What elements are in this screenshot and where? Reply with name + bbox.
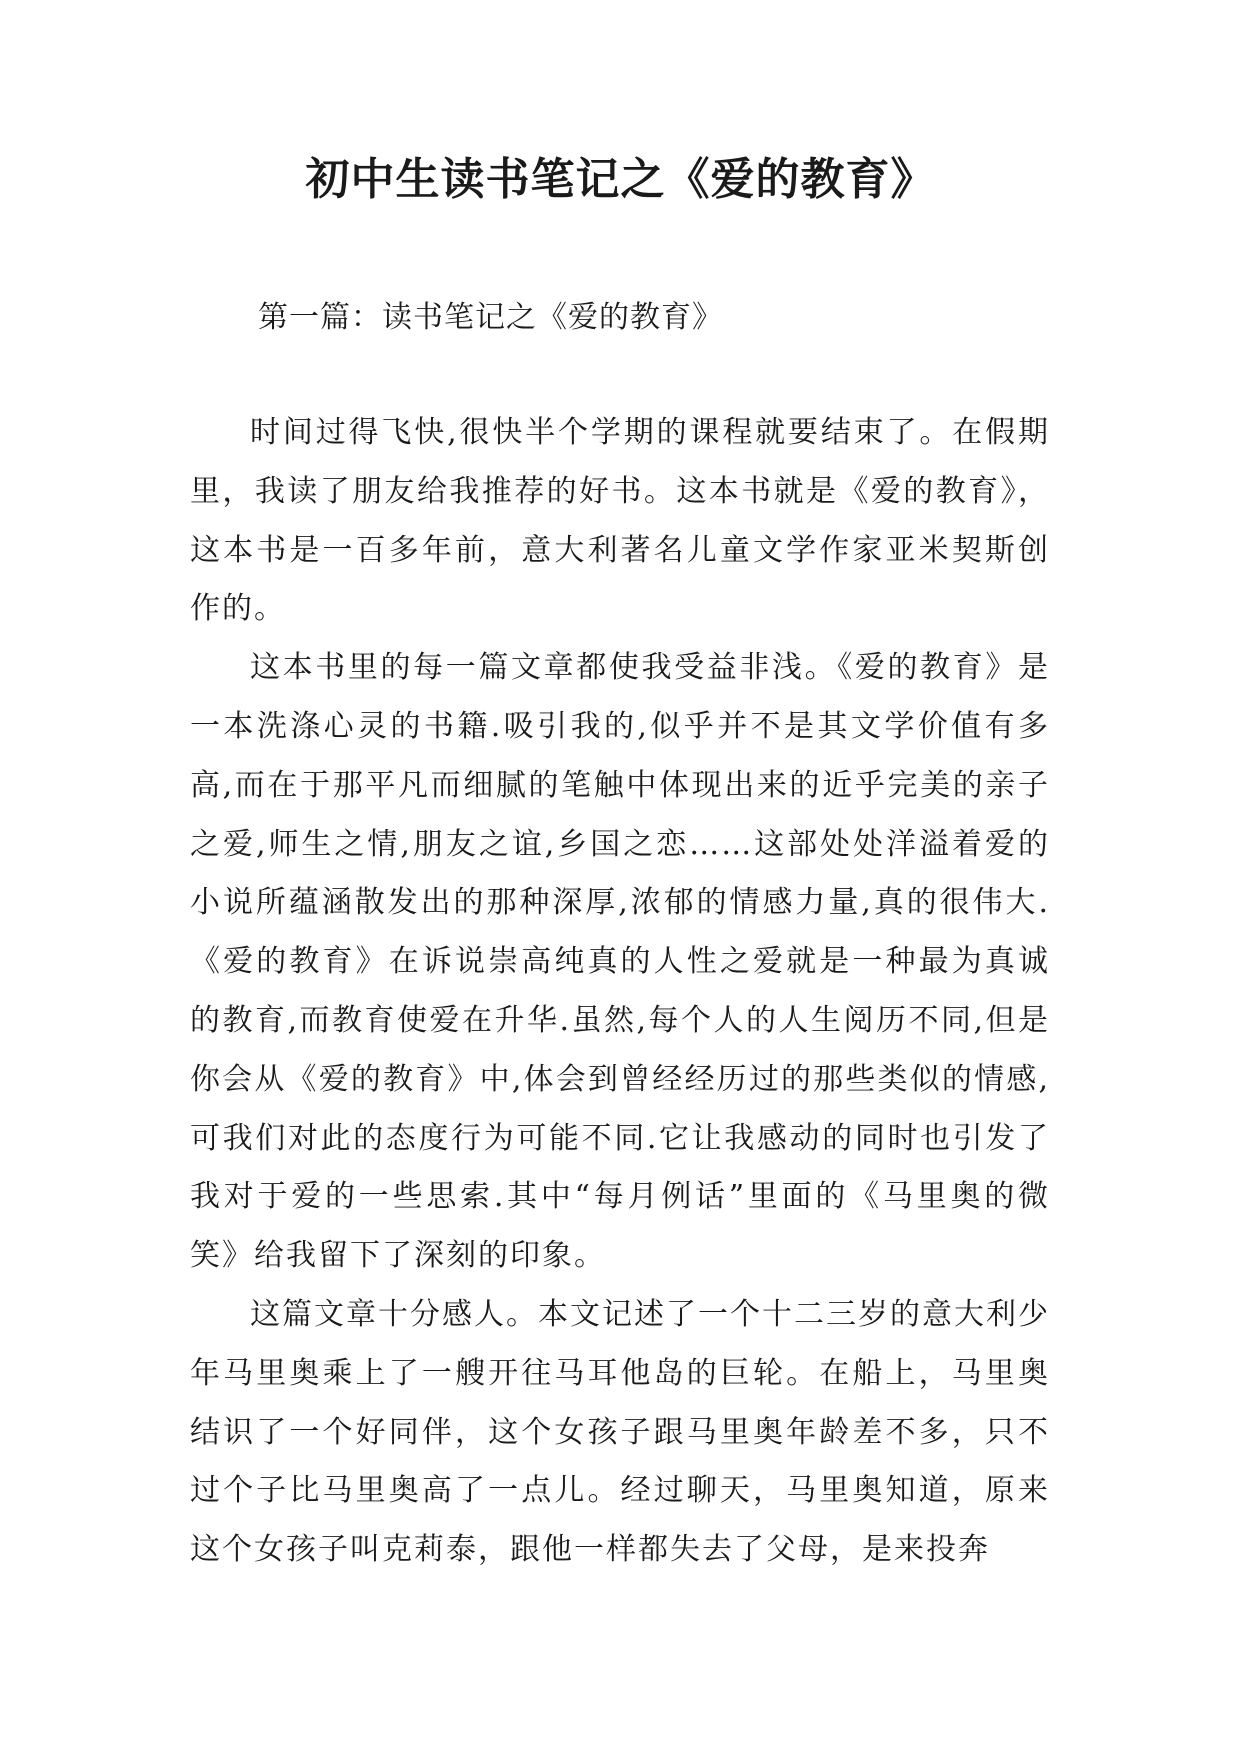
document-title: 初中生读书笔记之《爱的教育》 <box>305 154 936 205</box>
paragraph-1: 时间过得飞快,很快半个学期的课程就要结束了。在假期里，我读了朋友给我推荐的好书。这本书就是《爱的教育》，这本书是一百多年前，意大利著名儿童文学作家亚米契斯创作的。 <box>190 415 1050 627</box>
section-heading: 第一篇：读书笔记之《爱的教育》 <box>258 300 723 335</box>
body-text <box>190 404 1050 1580</box>
paragraph-2: 这本书里的每一篇文章都使我受益非浅。《爱的教育》是一本洗涤心灵的书籍.吸引我的,似乎并不是其文学价值有多高,而在于那平凡而细腻的笔触中体现出来的近乎完美的亲子之爱,师生之情,朋友之谊,乡国之恋……这部处处洋溢着爱的小说所蕴涵散发出的那种深厚,浓郁的情感力量,真的很伟大.《爱的教育》在诉说崇高纯真的人性之爱就是一种最为真诚的教育,而教育使爱在升华.虽然,每个人的人生阅历不同,但是你会从《爱的教育》中,体会到曾经经历过的那些类似的情感,可我们对此的态度行为可能不同.它让我感动的同时也引发了我对于爱的一些思索.其中“每月例话”里面的《马里奥的微笑》给我留下了深刻的印象。 <box>190 650 1050 1274</box>
paragraph-3: 这篇文章十分感人。本文记述了一个十二三岁的意大利少年马里奥乘上了一艘开往马耳他岛的巨轮。在船上，马里奥结识了一个好同伴，这个女孩子跟马里奥年龄差不多，只不过个子比马里奥高了一点儿。经过聊天，马里奥知道，原来这个女孩子叫克莉泰，跟他一样都失去了父母，是来投奔 <box>190 1296 1050 1568</box>
